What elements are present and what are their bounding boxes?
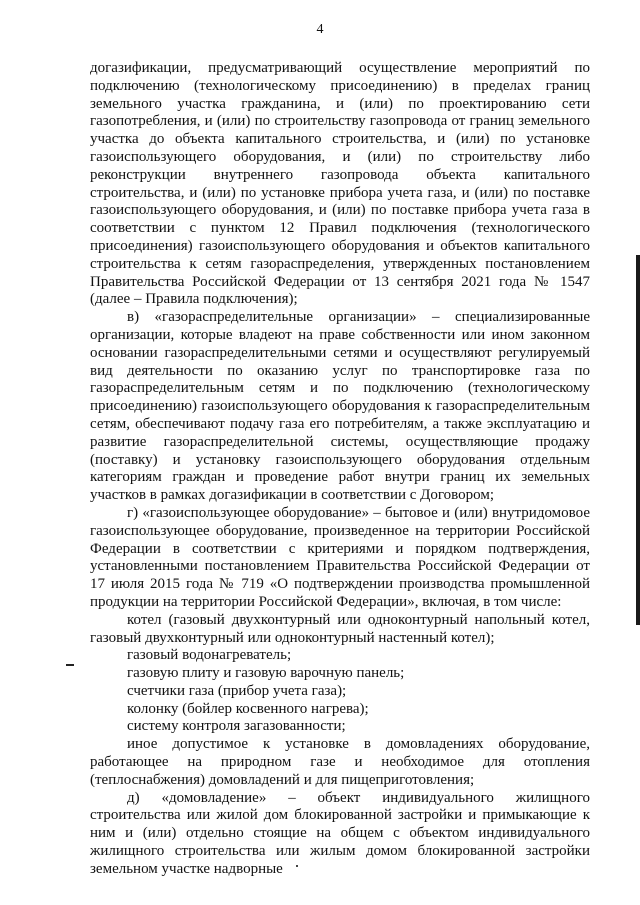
list-item-column: колонку (бойлер косвенного нагрева);: [127, 700, 369, 717]
paragraph-item-g: г) «газоиспользующее оборудование» – бытовое и (или) внутридомовое газоиспользующее оборудование, произведенное на территории Российской Федерации в соответствии с критериями и порядком подтверждения, установленными постановлением Правительства Российской Федерации от 17 июля 2015 года № 719 «О подтверждении производства промышленной продукции на территории Российской Федерации», включая, в том числе:: [90, 504, 590, 610]
document-body: [90, 60, 590, 879]
paragraph-item-d: д) «домовладение» – объект индивидуального жилищного строительства или жилой дом блокированной застройки и примыкающие к ним и (или) отдельно стоящие на общем с объектом индивидуального жилищного строительства или жилым домом блокированной застройки земельном участке надворные: [90, 789, 590, 877]
list-item-water-heater: газовый водонагреватель;: [127, 647, 292, 664]
scan-edge-mark: [636, 255, 640, 625]
scan-dot-mark: [296, 865, 298, 867]
list-item-gas-meter: счетчики газа (прибор учета газа);: [127, 682, 347, 699]
page-number: 4: [316, 22, 324, 37]
list-item-boiler: котел (газовый двухконтурный или одноконтурный напольный котел, газовый двухконтурный или одноконтурный настенный котел);: [90, 611, 590, 646]
list-item-gas-control: систему контроля загазованности;: [127, 718, 346, 735]
paragraph-item-v: в) «газораспределительные организации» – специализированные организации, которые владеют на праве собственности или ином законном основании газораспределительными сетями и осуществляют регулируемый вид деятельности по оказанию услуг по транспортировке газа по газораспределительным сетям и по подключению (технологическому присоединению) газоиспользующего оборудования к газораспределительным сетям, обеспечивают подачу газа его потребителям, а также эксплуатацию и развитие газораспределительной системы, осуществляющие продажу (поставку) и установку газоиспользующего оборудования отдельным категориям граждан и проведение работ внутри границ их земельных участков в рамках догазификации в соответствии с Договором;: [90, 309, 590, 504]
paragraph-continuation: догазификации, предусматривающий осуществление мероприятий по подключению (технологическому присоединению) в пределах границ земельного участка гражданина, и (или) по проектированию сети газопотребления, и (или) по строительству газопровода от границ земельного участка до объекта капитального строительства, и (или) по установке газоиспользующего оборудования, и (или) по строительству либо реконструкции внутреннего газопровода объекта капитального строительства, и (или) по установке прибора учета газа, и (или) по поставке газоиспользующего оборудования, и (или) по поставке прибора учета газа в соответствии с пунктом 12 Правил подключения (технологического присоединения) газоиспользующего оборудования и объектов капитального строительства к сетям газораспределения, утвержденных постановлением Правительства Российской Федерации от 13 сентября 2021 года № 1547 (далее – Правила подключения);: [90, 60, 590, 308]
scan-dash-mark: [66, 664, 74, 666]
list-item-other-equipment: иное допустимое к установке в домовладениях оборудование, работающее на природном газе и необходимое для отопления (теплоснабжения) домовладений и для пищеприготовления;: [90, 736, 590, 788]
list-item-stove: газовую плиту и газовую варочную панель;: [127, 665, 405, 682]
